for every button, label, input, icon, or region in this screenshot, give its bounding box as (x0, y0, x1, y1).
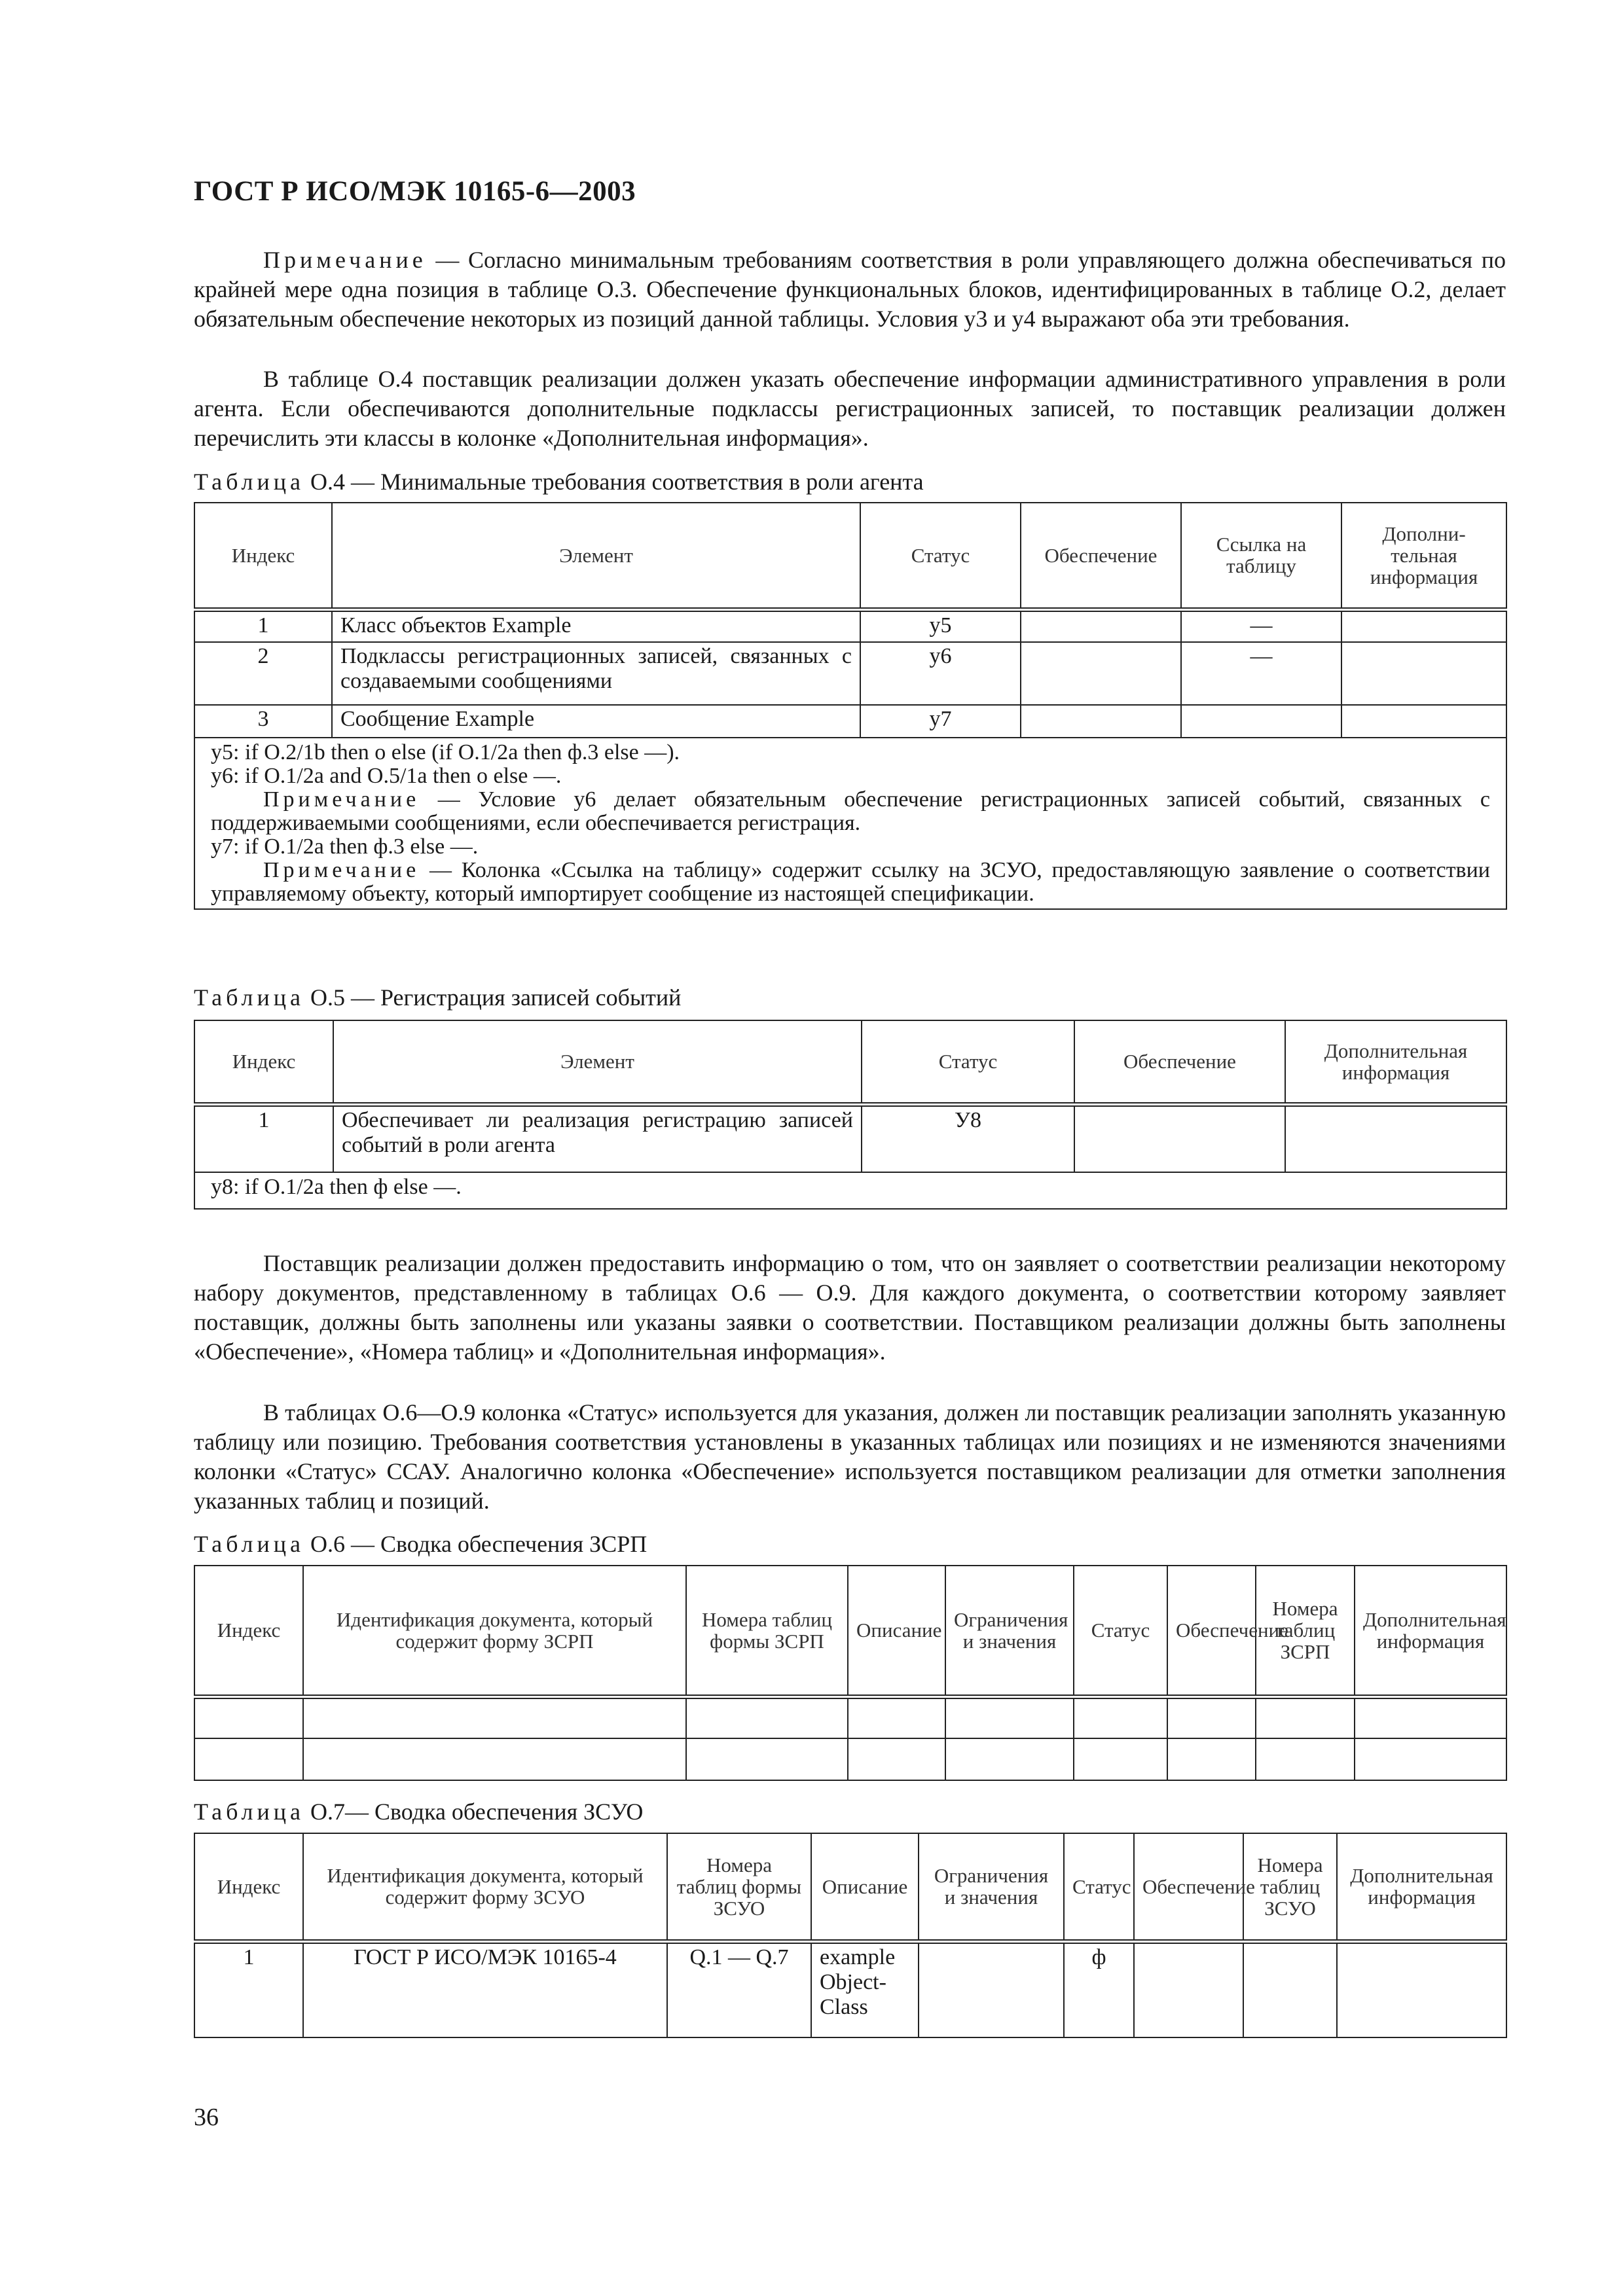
note-label: Примечание (263, 787, 420, 812)
table-o6 (194, 1565, 1507, 1781)
header-cell: Обеспечение (1021, 503, 1181, 609)
table-cell (919, 1941, 1064, 2037)
caption-text: О.4 — Минимальные требования соответствия в роли агента (304, 469, 924, 495)
table-row (194, 705, 1506, 738)
table-cell (945, 1738, 1074, 1780)
table-cell: example Object-Class (811, 1941, 919, 2037)
table-cell: Подклассы регистрационных записей, связанных с создаваемыми сообщениями (332, 642, 860, 705)
table-cell (1341, 705, 1506, 738)
table-row (194, 1696, 1506, 1738)
table-cell (194, 1738, 303, 1780)
table-row (194, 1104, 1506, 1172)
table-cell: — (1181, 609, 1341, 642)
caption-label: Таблица (194, 984, 304, 1011)
table-caption (194, 1797, 643, 1827)
caption-text: О.5 — Регистрация записей событий (304, 984, 682, 1011)
table-row (194, 642, 1506, 705)
condition-y5: у5: if O.2/1b then o else (if O.1/2a then ф.3 else —). (211, 740, 680, 764)
table-cell (1021, 642, 1181, 705)
header-cell: Элемент (333, 1020, 862, 1104)
table-caption (194, 467, 924, 497)
header-cell: Обеспечение (1134, 1833, 1243, 1941)
table-cell: 2 (194, 642, 332, 705)
table-cell (848, 1696, 945, 1738)
table-cell (1074, 1738, 1167, 1780)
header-cell: Номера таблиц ЗСУО (1243, 1833, 1337, 1941)
caption-label: Таблица (194, 1799, 304, 1825)
header-cell: Дополни-тельная информация (1341, 503, 1506, 609)
header-cell: Индекс (194, 503, 332, 609)
table-cell (1021, 705, 1181, 738)
condition-y6: у6: if O.1/2a and O.5/1a then o else —. (211, 764, 562, 788)
table-o4 (194, 502, 1507, 910)
table-cell (1074, 1696, 1167, 1738)
note-text: — Условие у6 делает обязательным обеспечение регистрационных записей событий, связанных с поддерживаемыми сообщениями, если обеспечивается регистрация. (211, 787, 1490, 835)
table-cell (1243, 1941, 1337, 2037)
table-cell (1341, 642, 1506, 705)
condition-y7: у7: if O.1/2a then ф.3 else —. (211, 834, 479, 859)
body-paragraph: Поставщик реализации должен предоставить информацию о том, что он заявляет о соответствии реализации некоторому набору документов, представленному в таблицах О.6 — О.9. Для каждого документа, о соответствии которому заявляет поставщик, должны быть заполнены или указаны заявки о соответствии. Поставщиком реализации должны быть заполнены «Обеспечение», «Номера таблиц» и «Дополнительная информация». (194, 1250, 1506, 1365)
note-text: — Колонка «Ссылка на таблицу» содержит ссылку на ЗСУО, предоставляющую заявление о соответствии управляемому объекту, который импортирует сообщение из настоящей спецификации. (211, 858, 1490, 906)
table-cell: Класс объектов Example (332, 609, 860, 642)
table-cell: 1 (194, 609, 332, 642)
table-header-row (194, 1566, 1506, 1696)
table-cell (1256, 1738, 1355, 1780)
table-caption (194, 1530, 647, 1559)
table-caption (194, 983, 681, 1013)
table-notes-row (194, 738, 1506, 909)
table-cell (686, 1738, 848, 1780)
page-number: 36 (194, 2104, 219, 2131)
header-cell: Статус (1074, 1566, 1167, 1696)
header-cell: Идентификация документа, который содержит форму ЗСУО (303, 1833, 667, 1941)
document-page (194, 0, 1506, 2296)
table-cell (1167, 1738, 1256, 1780)
header-cell: Индекс (194, 1020, 333, 1104)
note-text: — Согласно минимальным требованиям соответствия в роли управляющего должна обеспечиваться по крайней мере одна позиция в таблице О.3. Обеспечение функциональных блоков, идентифицированных в таблице О.2, делает обязательным обеспечение некоторых из позиций данной таблицы. Условия у3 и у4 выражают оба эти требования. (194, 247, 1506, 332)
table-cell (1181, 705, 1341, 738)
header-cell: Дополнительная информация (1337, 1833, 1506, 1941)
table-cell: У8 (862, 1104, 1074, 1172)
body-paragraph: В таблицах О.6—О.9 колонка «Статус» используется для указания, должен ли поставщик реализации заполнять указанную таблицу или позицию. Требования соответствия установлены в указанных таблицах или позициях и не изменяются значениями колонки «Статус» ССАУ. Аналогично колонка «Обеспечение» используется поставщиком реализации для отметки заполнения указанных таблиц и позиций. (194, 1399, 1506, 1514)
table-cell: Обеспечивает ли реализация регистрацию записей событий в роли агента (333, 1104, 862, 1172)
table-cell (848, 1738, 945, 1780)
table-cell: Q.1 — Q.7 (667, 1941, 811, 2037)
table-o7 (194, 1833, 1507, 2038)
caption-text: О.6 — Сводка обеспечения ЗСРП (304, 1531, 647, 1557)
caption-text: О.7— Сводка обеспечения ЗСУО (304, 1799, 644, 1825)
header-cell: Индекс (194, 1833, 303, 1941)
table-cell: Сообщение Example (332, 705, 860, 738)
header-cell: Статус (862, 1020, 1074, 1104)
header-cell: Ссылка на таблицу (1181, 503, 1341, 609)
table-cell: у5 (860, 609, 1021, 642)
table-cell: 1 (194, 1941, 303, 2037)
table-cell: у7 (860, 705, 1021, 738)
document-header: ГОСТ Р ИСО/МЭК 10165-6—2003 (194, 176, 636, 207)
header-cell: Статус (1064, 1833, 1134, 1941)
header-cell: Ограничения и значения (919, 1833, 1064, 1941)
header-cell: Дополнительная информация (1355, 1566, 1506, 1696)
table-cell (1285, 1104, 1506, 1172)
table-cell (686, 1696, 848, 1738)
note-label: Примечание (263, 858, 420, 882)
table-header-row (194, 1833, 1506, 1941)
body-paragraph: В таблице О.4 поставщик реализации должен указать обеспечение информации административного управления в роли агента. Если обеспечиваются дополнительные подклассы регистрационных записей, то поставщик реализации должен перечислить эти классы в колонке «Дополнительная информация». (194, 366, 1506, 451)
table-note (211, 859, 1490, 906)
header-cell: Номера таблиц ЗСРП (1256, 1566, 1355, 1696)
header-cell: Индекс (194, 1566, 303, 1696)
table-cell: у6 (860, 642, 1021, 705)
header-cell: Номера таблиц формы ЗСРП (686, 1566, 848, 1696)
table-cell (303, 1696, 686, 1738)
header-cell: Элемент (332, 503, 860, 609)
table-cell (1256, 1696, 1355, 1738)
header-cell: Дополнительная информация (1285, 1020, 1506, 1104)
header-cell: Статус (860, 503, 1021, 609)
table-o5 (194, 1020, 1507, 1210)
table-note (211, 788, 1490, 835)
table-cell: — (1181, 642, 1341, 705)
table-cell (1021, 609, 1181, 642)
table-header-row (194, 1020, 1506, 1104)
table-cell (1355, 1738, 1506, 1780)
table-cell: ГОСТ Р ИСО/МЭК 10165-4 (303, 1941, 667, 2037)
table-cell (1337, 1941, 1506, 2037)
table-cell (1341, 609, 1506, 642)
caption-label: Таблица (194, 469, 304, 495)
table-cell (1355, 1696, 1506, 1738)
table-cell (1167, 1696, 1256, 1738)
table-cell: ф (1064, 1941, 1134, 2037)
header-cell: Ограничения и значения (945, 1566, 1074, 1696)
caption-label: Таблица (194, 1531, 304, 1557)
header-cell: Обеспечение (1167, 1566, 1256, 1696)
table-row (194, 1738, 1506, 1780)
header-cell: Идентификация документа, который содержит форму ЗСРП (303, 1566, 686, 1696)
table-row (194, 1941, 1506, 2037)
note-paragraph (194, 245, 1506, 334)
table-cell (1134, 1941, 1243, 2037)
table-cell (194, 1696, 303, 1738)
table-notes (194, 738, 1506, 909)
table-header-row (194, 503, 1506, 609)
table-cell: 3 (194, 705, 332, 738)
header-cell: Номера таблиц формы ЗСУО (667, 1833, 811, 1941)
header-cell: Описание (811, 1833, 919, 1941)
table-cell (303, 1738, 686, 1780)
header-cell: Обеспечение (1074, 1020, 1285, 1104)
table-cell (1074, 1104, 1285, 1172)
table-notes-row (194, 1172, 1506, 1209)
condition-y8: у8: if O.1/2a then ф else —. (194, 1172, 1506, 1209)
table-cell: 1 (194, 1104, 333, 1172)
table-cell (945, 1696, 1074, 1738)
table-row (194, 609, 1506, 642)
header-cell: Описание (848, 1566, 945, 1696)
note-label: Примечание (263, 247, 427, 273)
